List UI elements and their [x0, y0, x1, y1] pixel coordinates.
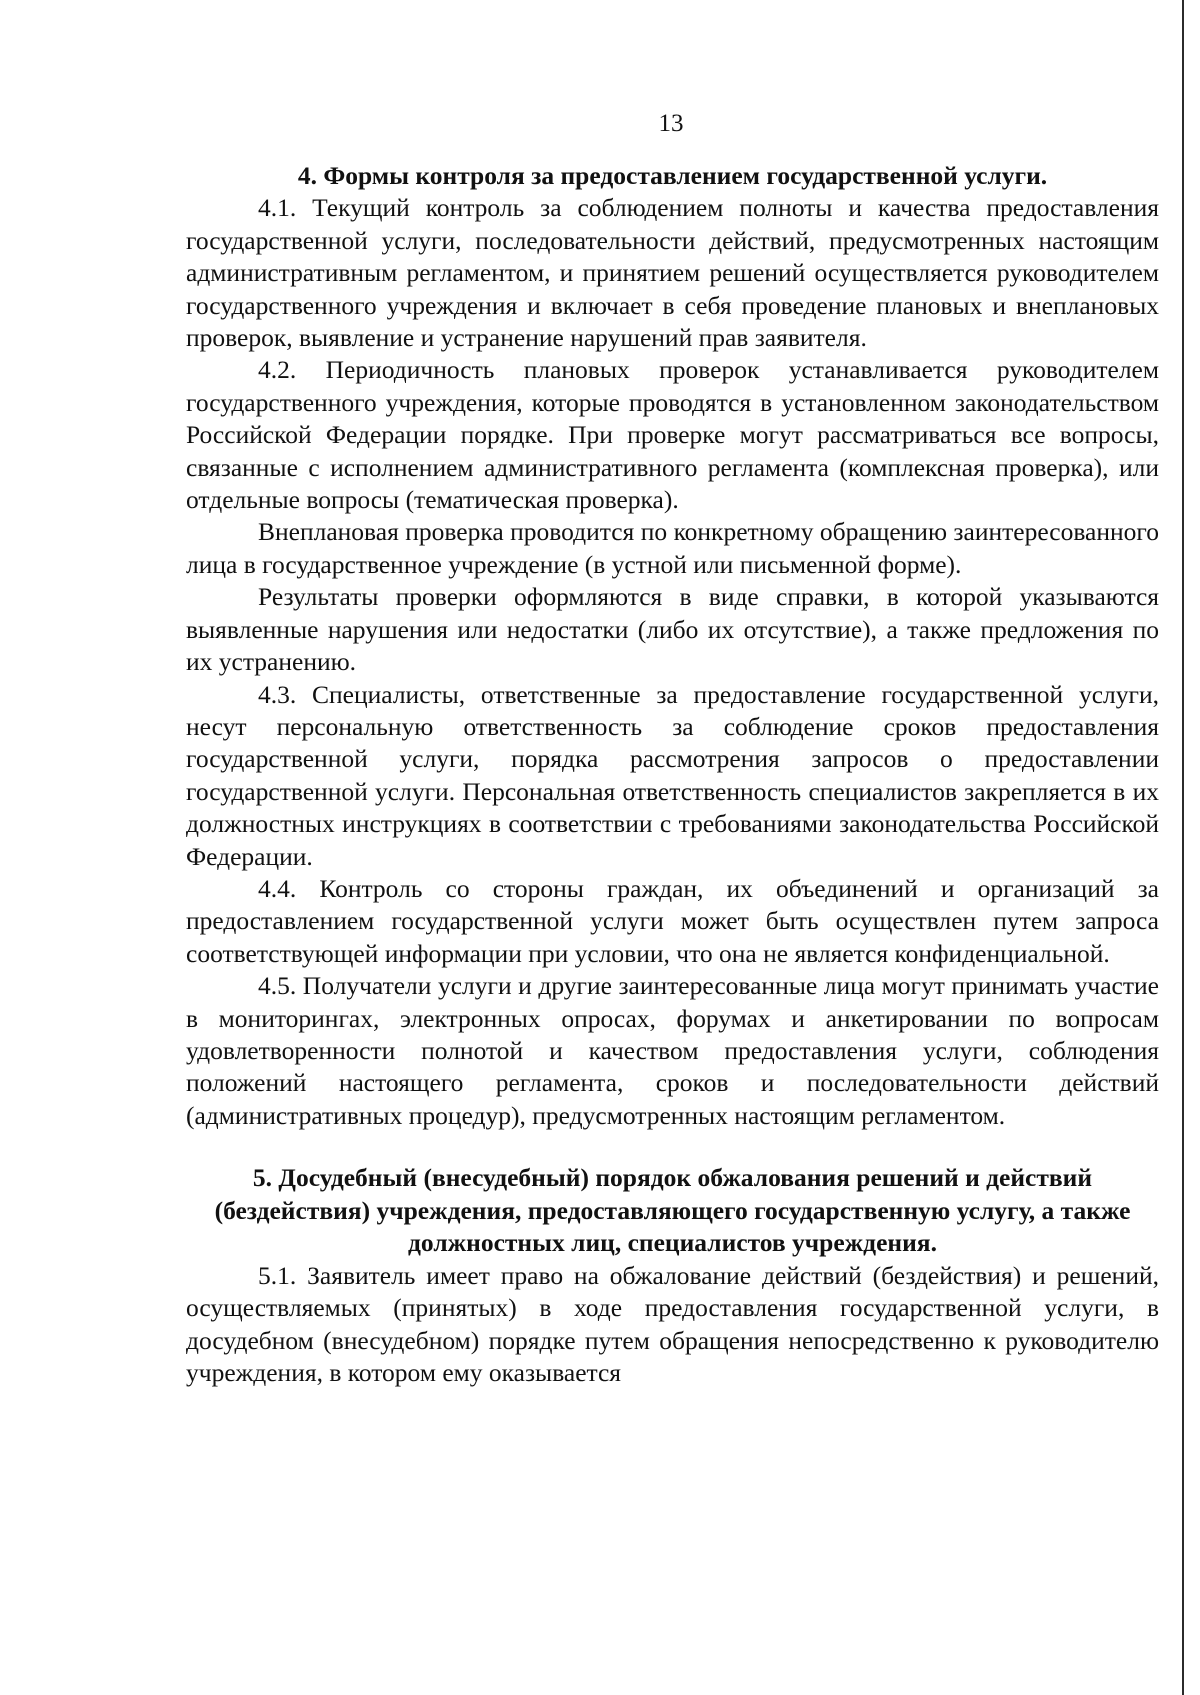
paragraph-4-4: 4.4. Контроль со стороны граждан, их объединений и организаций за предоставлением государственной услуги может быть осуществлен путем запроса соответствующей информации при условии, что она не является конфиденциальной.	[186, 873, 1159, 968]
paragraph-4-2-results: Результаты проверки оформляются в виде справки, в которой указываются выявленные нарушения или недостатки (либо их отсутствие), а также предложения по их устранению.	[186, 582, 1159, 677]
paragraph-4-1: 4.1. Текущий контроль за соблюдением полноты и качества предоставления государственной услуги, последовательности действий, предусмотренных настоящим административным регламентом, и принятием решений осуществляется руководителем государственного учреждения и включает в себя проведение плановых и внеплановых проверок, выявление и устранение нарушений прав заявителя.	[186, 193, 1159, 353]
scan-edge-line	[1182, 0, 1184, 1695]
section-4-heading: 4. Формы контроля за предоставлением государственной услуги.	[297, 161, 1048, 190]
paragraph-5-1: 5.1. Заявитель имеет право на обжалование действий (бездействия) и решений, осуществляемых (принятых) в ходе предоставления государственной услуги, в досудебном (внесудебном) порядке путем обращения непосредственно к руководителю учреждения, в котором ему оказывается	[186, 1260, 1159, 1388]
document-body	[186, 160, 1159, 1390]
page-number: 13	[658, 110, 684, 137]
paragraph-4-2: 4.2. Периодичность плановых проверок устанавливается руководителем государственного учреждения, которые проводятся в установленном законодательством Российской Федерации порядке. При проверке могут рассматриваться все вопросы, связанные с исполнением административного регламента (комплексная проверка), или отдельные вопросы (тематическая проверка).	[186, 355, 1159, 515]
paragraph-4-5: 4.5. Получатели услуги и другие заинтересованные лица могут принимать участие в мониторингах, электронных опросах, форумах и анкетировании по вопросам удовлетворенности полнотой и качеством предоставления услуги, соблюдения положений настоящего регламента, сроков и последовательности действий (административных процедур), предусмотренных настоящим регламентом.	[186, 971, 1159, 1130]
paragraph-4-3: 4.3. Специалисты, ответственные за предоставление государственной услуги, несут персональную ответственность за соблюдение сроков предоставления государственной услуги, порядка рассмотрения запросов о предоставлении государственной услуги. Персональная ответственность специалистов закрепляется в их должностных инструкциях в соответствии с требованиями законодательства Российской Федерации.	[186, 679, 1159, 871]
section-5-heading: 5. Досудебный (внесудебный) порядок обжалования решений и действий (бездействия) учреждения, предоставляющего государственную услугу, а также должностных лиц, специалистов учреждения.	[214, 1163, 1131, 1258]
paragraph-4-2-unplanned: Внеплановая проверка проводится по конкретному обращению заинтересованного лица в государственное учреждение (в устной или письменной форме).	[186, 517, 1159, 579]
